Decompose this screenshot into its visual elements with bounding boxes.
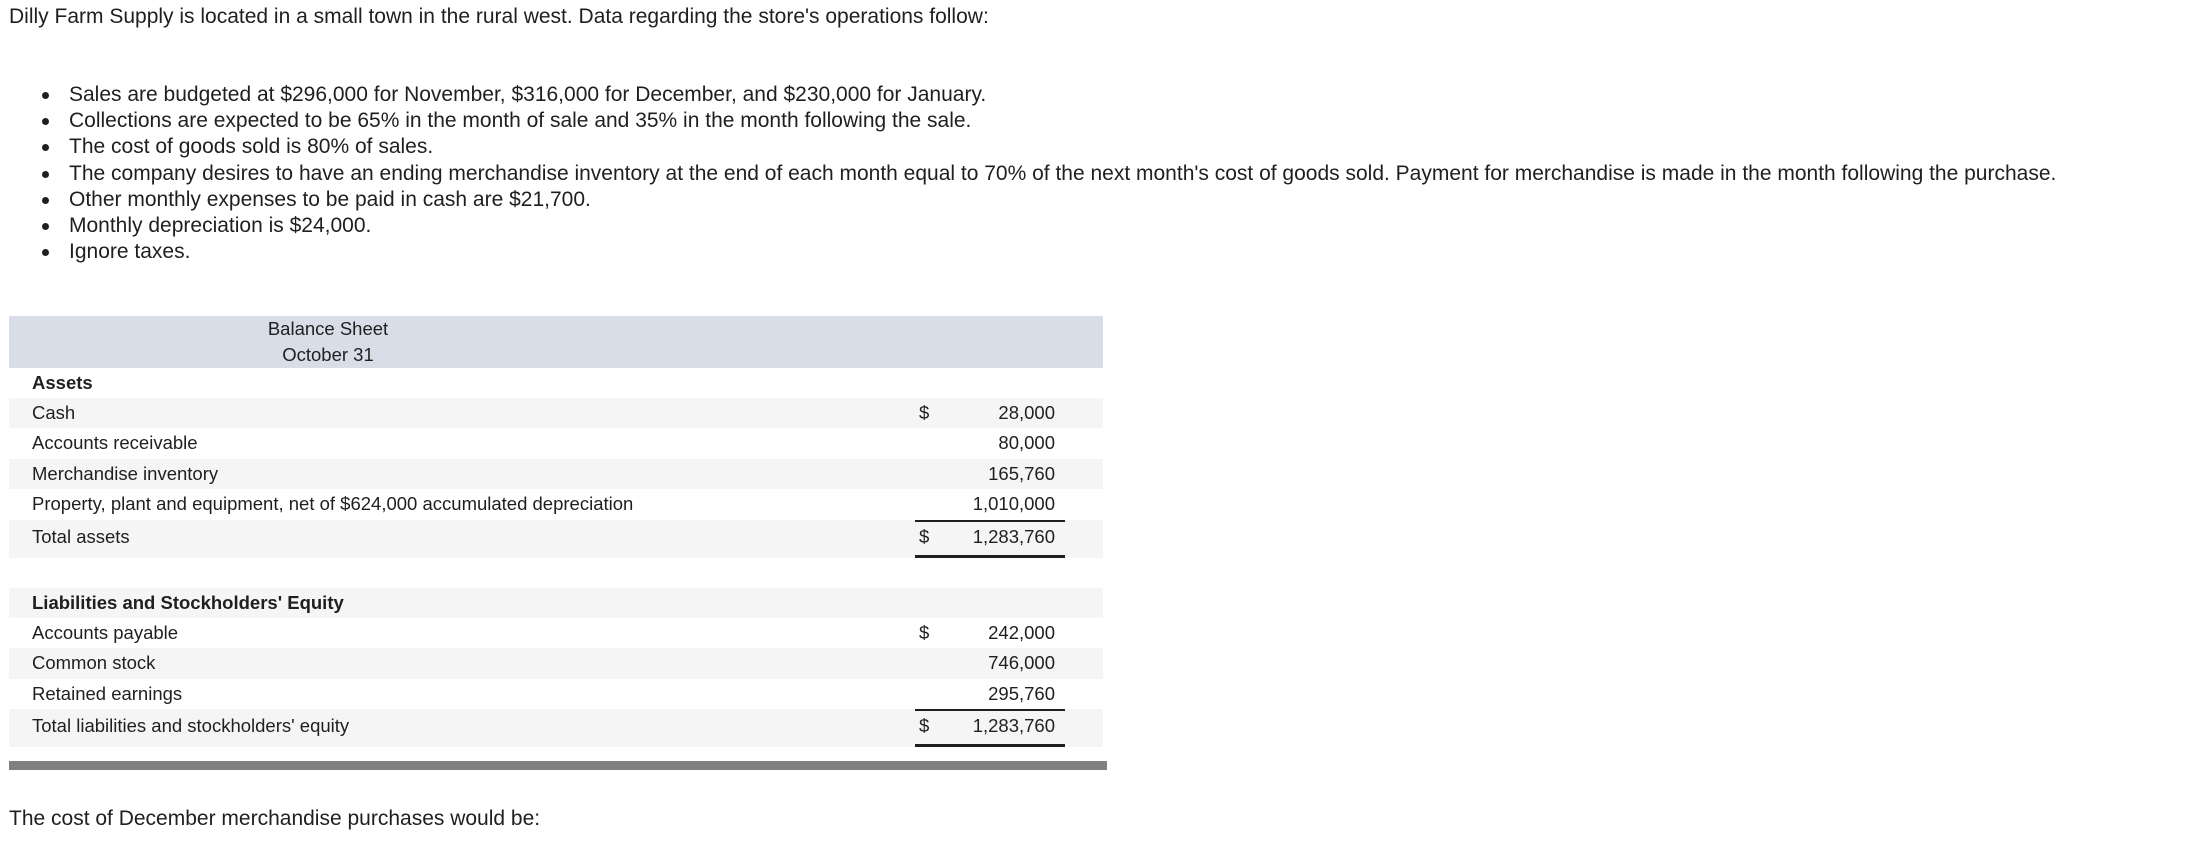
currency-symbol: $ [919,621,930,643]
table-bottom-bar [9,761,1107,770]
section-gap [9,558,1103,588]
assets-heading: Assets [32,372,93,393]
row-label: Common stock [32,652,156,674]
total-rule [915,555,1065,558]
row-amount: 165,760 [988,462,1055,484]
table-row [9,398,1103,428]
liabilities-heading-row [9,588,1103,618]
total-rule [915,744,1065,747]
bullet-icon [42,118,49,125]
bullet-icon [42,223,49,230]
currency-symbol: $ [919,525,930,547]
currency-symbol: $ [919,402,930,423]
table-row [9,679,1103,709]
list-item-text: The cost of goods sold is 80% of sales. [69,135,434,159]
row-amount: 746,000 [988,652,1055,674]
table-row [9,459,1103,489]
list-item-text: Monthly depreciation is $24,000. [69,214,372,238]
table-row [9,428,1103,458]
list-item [40,82,2056,108]
list-item [40,187,2056,213]
balance-sheet-title: Balance Sheet [267,318,389,339]
table-row [9,489,1103,519]
bullet-icon [42,171,49,178]
assets-heading-row [9,368,1103,398]
list-item-text: Sales are budgeted at $296,000 for November, $316,000 for December, and $230,000 for January. [69,83,987,106]
row-label: Cash [32,402,76,423]
list-item [40,108,2056,134]
bullet-icon [42,144,49,151]
intro-text: Dilly Farm Supply is located in a small town in the rural west. Data regarding the store's operations follow: [9,5,989,28]
table-row [9,618,1103,648]
list-item [40,134,2056,160]
bullet-icon [42,249,49,256]
balance-sheet-date: October 31 [282,344,374,365]
row-amount: 242,000 [988,621,1055,643]
row-amount: 80,000 [998,432,1055,454]
row-amount: 295,760 [988,682,1055,704]
row-label: Accounts receivable [32,432,198,454]
list-item [40,213,2056,239]
row-amount: 1,283,760 [972,715,1055,737]
row-amount: 1,010,000 [972,493,1055,515]
list-item [40,239,2056,265]
balance-sheet-header [9,316,1103,368]
bullet-icon [42,197,49,204]
row-amount: 28,000 [998,402,1055,423]
liabilities-heading: Liabilities and Stockholders' Equity [32,591,344,613]
row-amount: 1,283,760 [972,525,1055,547]
balance-sheet-table [9,316,1103,747]
total-liabilities-row [9,709,1103,747]
row-label: Accounts payable [32,621,179,643]
assumptions-list [40,82,2056,265]
list-item-text: The company desires to have an ending merchandise inventory at the end of each month equal to 70% of the next month's cost of goods sold. Payment for merchandise is made in the month following the purchase. [69,161,2057,185]
row-label: Merchandise inventory [32,462,219,484]
table-row [9,648,1103,678]
total-assets-row [9,520,1103,558]
question-text: The cost of December merchandise purchases would be: [9,807,541,830]
bullet-icon [42,92,49,99]
list-item-text: Other monthly expenses to be paid in cash are $21,700. [69,187,591,211]
row-label: Total assets [32,525,130,547]
row-label: Total liabilities and stockholders' equity [32,715,350,737]
list-item-text: Ignore taxes. [69,240,191,264]
row-label: Property, plant and equipment, net of $624,000 accumulated depreciation [32,493,634,515]
currency-symbol: $ [919,715,930,737]
list-item [40,161,2056,187]
list-item-text: Collections are expected to be 65% in the month of sale and 35% in the month following the sale. [69,109,972,133]
row-label: Retained earnings [32,682,183,704]
